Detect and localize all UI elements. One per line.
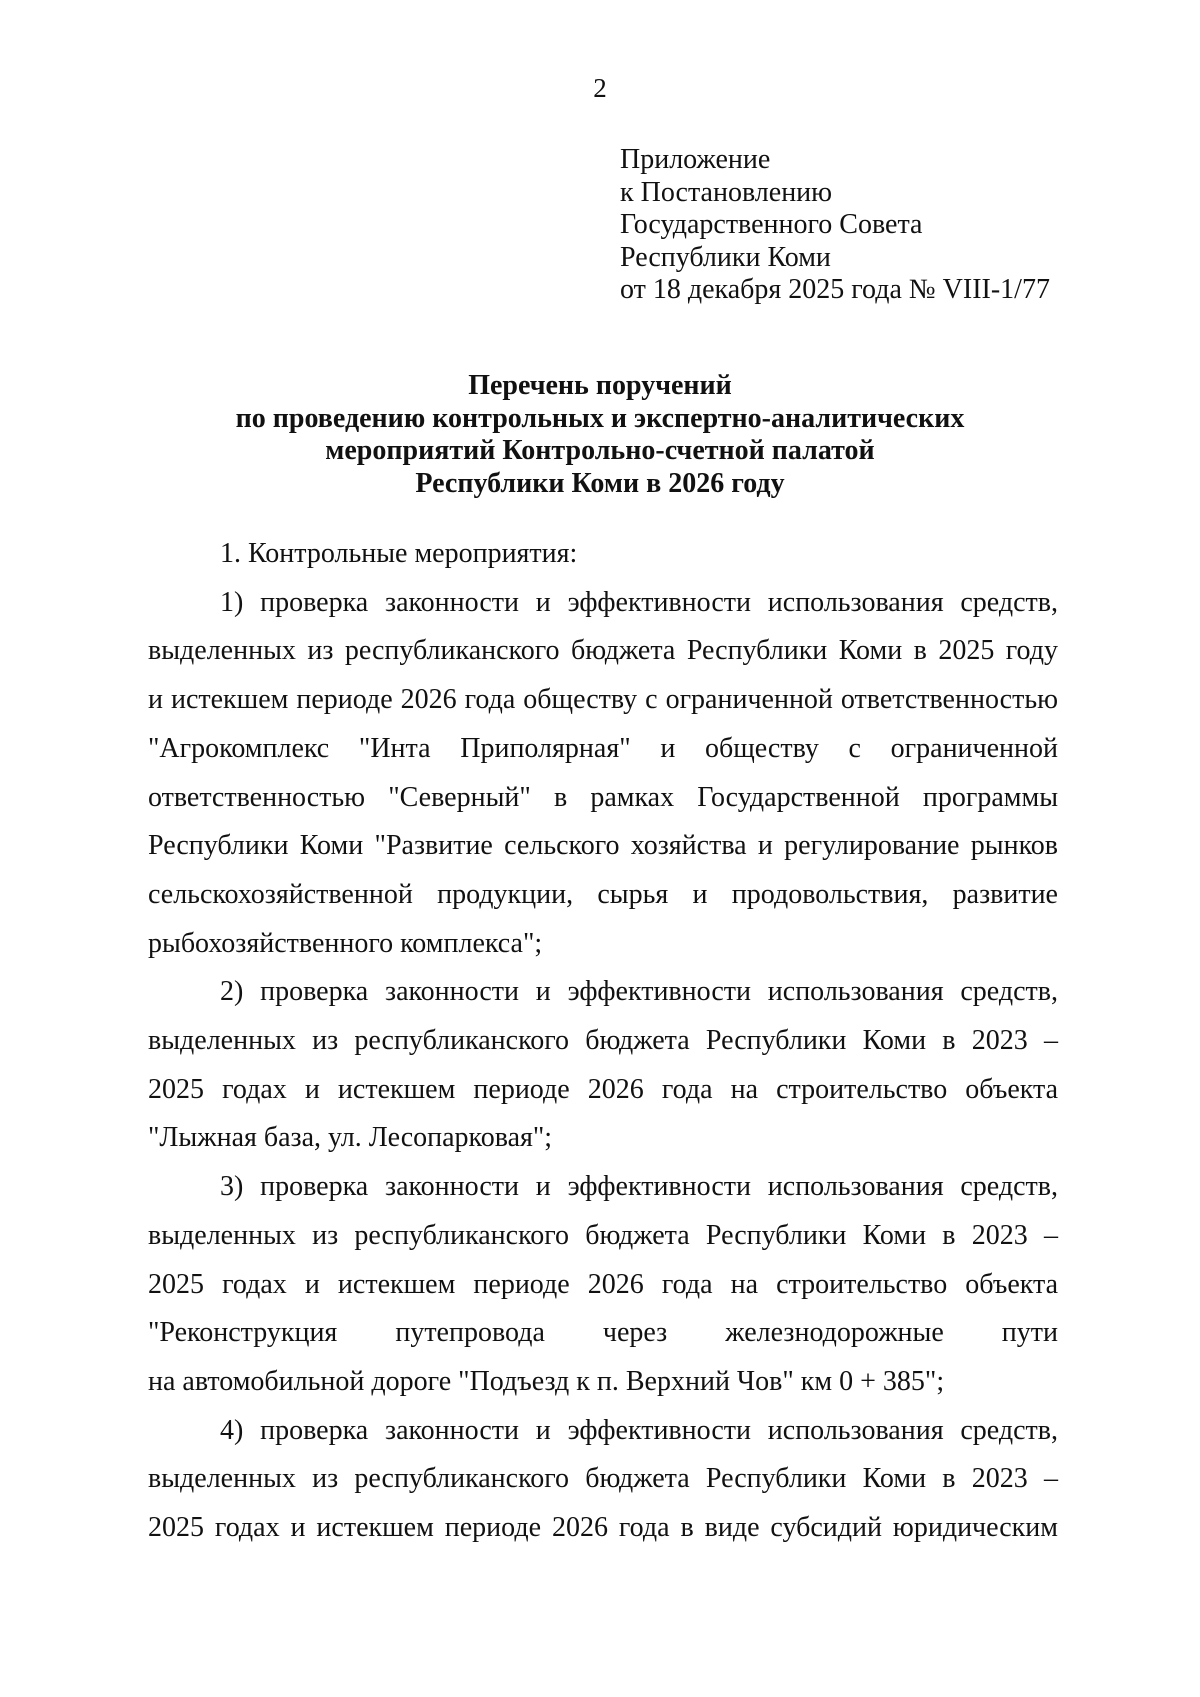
document-title [0,370,1200,500]
appendix-line: от 18 декабря 2025 года № VIII-1/77 [620,274,1050,305]
title-line: Республики Коми в 2026 году [415,467,785,499]
list-item [148,1407,1058,1553]
item-line: 2025 годах и истекшем периоде 2026 года в виде субсидий юридическим [148,1512,1058,1544]
item-line: "Реконструкция путепровода через железнодорожные пути [148,1317,1058,1349]
item-line: на автомобильной дороге "Подъезд к п. Верхний Чов" км 0 + 385"; [148,1365,945,1397]
item-line: 4) проверка законности и эффективности использования средств, [220,1414,1058,1446]
item-line: 2025 годах и истекшем периоде 2026 года на строительство объекта [148,1073,1058,1105]
appendix-line: Республики Коми [620,241,831,273]
item-line: выделенных из республиканского бюджета Республики Коми в 2025 году [148,635,1058,667]
item-line: Республики Коми "Развитие сельского хозяйства и регулирование рынков [148,830,1058,862]
item-line: "Лыжная база, ул. Лесопарковая"; [148,1122,553,1154]
item-line: выделенных из республиканского бюджета Республики Коми в 2023 – [148,1025,1058,1057]
list-item [148,1163,1058,1407]
document-body [148,530,1058,1553]
list-item [148,579,1058,969]
appendix-block [620,144,1140,307]
title-line: по проведению контрольных и экспертно-аналитических [235,402,965,434]
item-line: ответственностью "Северный" в рамках Государственной программы [148,781,1058,813]
item-line: и истекшем периоде 2026 года обществу с ограниченной ответственностью [148,684,1058,716]
appendix-line: к Постановлению [620,176,833,208]
title-line: Перечень поручений [468,370,732,401]
item-line: 3) проверка законности и эффективности использования средств, [220,1171,1058,1203]
item-line: 1) проверка законности и эффективности использования средств, [220,586,1058,618]
item-line: выделенных из республиканского бюджета Республики Коми в 2023 – [148,1219,1058,1251]
appendix-line: Государственного Совета [620,209,923,240]
item-line: 2) проверка законности и эффективности использования средств, [220,976,1058,1008]
page-number: 2 [593,73,607,103]
item-line: 2025 годах и истекшем периоде 2026 года на строительство объекта [148,1268,1058,1300]
title-line: мероприятий Контрольно-счетной палатой [325,435,875,466]
item-line: сельскохозяйственной продукции, сырья и продовольствия, развитие [148,878,1058,910]
section-heading [148,530,1058,579]
item-line: выделенных из республиканского бюджета Республики Коми в 2023 – [148,1463,1058,1495]
section-heading-text: 1. Контрольные мероприятия: [220,538,578,569]
appendix-line: Приложение [620,144,771,175]
item-line: "Агрокомплекс "Инта Приполярная" и обществу с ограниченной [148,732,1058,764]
item-line: рыбохозяйственного комплекса"; [148,927,543,959]
list-item [148,968,1058,1163]
